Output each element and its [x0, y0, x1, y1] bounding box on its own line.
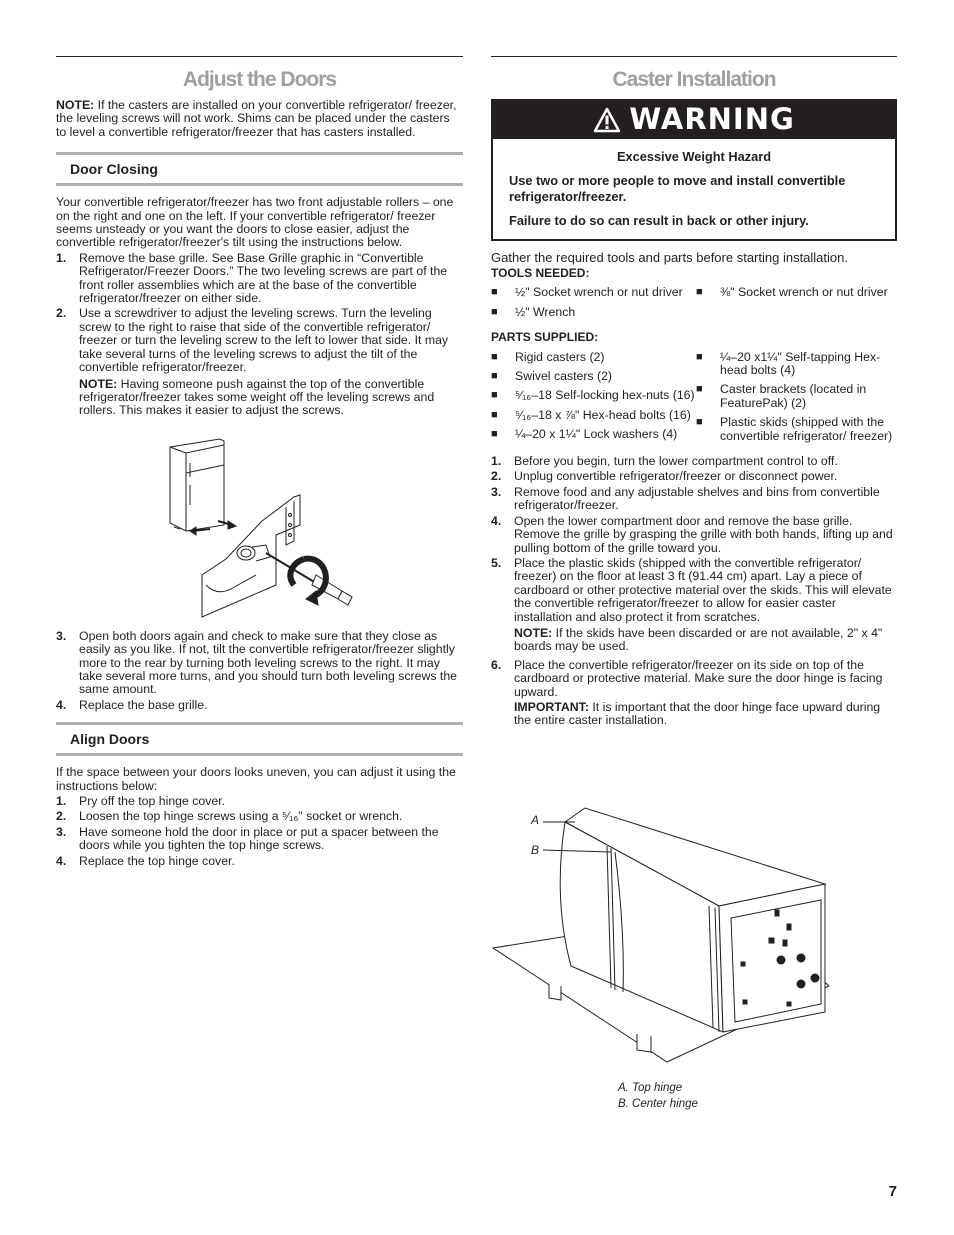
note-label: NOTE: [56, 98, 95, 112]
list-item [491, 351, 696, 364]
step-number: 5. [491, 555, 502, 570]
figure-captions [618, 1080, 698, 1112]
bullet-icon: ■ [491, 428, 498, 441]
parts-supplied-label: PARTS SUPPLIED: [491, 330, 599, 345]
warning-body [493, 139, 895, 239]
list-item [696, 416, 897, 443]
section-title-adjust-doors: Adjust the Doors [182, 68, 337, 91]
list-item [56, 795, 463, 808]
bullet-icon: ■ [491, 408, 498, 421]
item-text: ½" Socket wrench or nut driver [515, 285, 683, 300]
align-doors-heading: Align Doors [56, 722, 463, 756]
step2-note [56, 378, 463, 418]
step-text: Replace the base grille. [79, 697, 208, 712]
refrigerator-on-side-illustration [491, 800, 831, 1075]
note-label: NOTE: [514, 625, 553, 640]
warning-line: Use two or more people to move and install convertible refrigerator/freezer. [509, 173, 846, 204]
label-b: B [531, 843, 540, 857]
note-label: NOTE: [79, 376, 118, 391]
list-item [56, 630, 463, 697]
step6-important [491, 701, 897, 728]
step-text: Loosen the top hinge screws using a ⁵⁄₁₆" socket or wrench. [79, 809, 403, 824]
step-text: Remove the base grille. See Base Grille graphic in “Convertible Refrigerator/Freezer Doors.” The two leveling screws are part of the front roller assemblies which are at the base of the convertible refrigerator/freezer on either side. [79, 250, 448, 306]
step-number: 3. [56, 824, 67, 839]
list-item [696, 351, 897, 378]
step-number: 1. [491, 454, 502, 469]
note-text: Having someone push against the top of the convertible refrigerator/freezer takes some weight off the leveling screws and rollers. This makes it easier to adjust the screws. [79, 376, 435, 418]
bullet-icon: ■ [696, 416, 703, 429]
warning-header [493, 101, 895, 139]
left-column [56, 56, 463, 868]
note-text: If the casters are installed on your convertible refrigerator/ freezer, the leveling screws will not work. Shims can be placed under the casters to level a convertible refrigerator/freezer that has casters installed. [56, 98, 457, 139]
step-number: 4. [491, 513, 502, 528]
important-label: IMPORTANT: [514, 699, 589, 714]
step-text: Remove food and any adjustable shelves and bins from convertible refrigerator/freezer. [514, 484, 880, 513]
step-number: 2. [491, 469, 502, 484]
list-item [491, 515, 897, 555]
item-text: Caster brackets (located in FeaturePak) (2) [720, 382, 867, 410]
list-item [56, 855, 463, 868]
step-text: Pry off the top hinge cover. [79, 793, 226, 808]
step-number: 4. [56, 853, 67, 868]
list-item [491, 428, 696, 441]
step-number: 3. [56, 628, 67, 643]
step-text: Before you begin, turn the lower compartment control to off. [514, 454, 838, 469]
leveling-screw-illustration [166, 435, 376, 620]
list-item [491, 389, 696, 402]
step-text: Replace the top hinge cover. [79, 853, 235, 868]
casters-note [56, 99, 463, 139]
gather-text: Gather the required tools and parts before starting installation. [491, 250, 848, 265]
list-item [696, 383, 897, 410]
tools-needed-label: TOOLS NEEDED: [491, 266, 590, 280]
step-number: 1. [56, 250, 67, 265]
step5-note [491, 627, 897, 654]
step-text: Use a screwdriver to adjust the leveling screws. Turn the leveling screw to the right to raise that side of the convertible refrigerator/ freezer or turn the leveling screw to the left to lower that side. It may take several turns of the leveling screws to adjust the tilt of the convertible refrigerator/freezer. [79, 306, 449, 375]
list-item [56, 810, 463, 823]
list-item [696, 286, 897, 299]
door-closing-heading: Door Closing [56, 152, 463, 186]
item-text: ½" Wrench [515, 304, 576, 319]
warning-label: WARNING [629, 102, 795, 137]
step-text: Unplug convertible refrigerator/freezer or disconnect power. [514, 469, 838, 484]
top-rule [56, 56, 463, 57]
item-text: ⁵⁄₁₆–18 x ⅞" Hex-head bolts (16) [515, 407, 691, 422]
bullet-icon: ■ [491, 389, 498, 402]
bullet-icon: ■ [491, 370, 498, 383]
page-number: 7 [888, 1183, 897, 1200]
item-text: ¼–20 x1¼" Self-tapping Hex-head bolts (4) [720, 349, 881, 378]
caption-center-hinge: B. Center hinge [618, 1098, 698, 1110]
bullet-icon: ■ [491, 305, 498, 318]
important-text: It is important that the door hinge face upward during the entire caster installation. [514, 699, 881, 728]
hazard-title: Excessive Weight Hazard [616, 149, 772, 164]
step-number: 2. [56, 809, 67, 824]
step-number: 4. [56, 697, 67, 712]
list-item [491, 370, 696, 383]
list-item [56, 307, 463, 374]
item-text: Plastic skids (shipped with the convertible refrigerator/ freezer) [720, 415, 893, 443]
list-item [491, 306, 696, 319]
caption-top-hinge: A. Top hinge [618, 1082, 683, 1094]
list-item [56, 699, 463, 712]
top-rule [491, 56, 897, 57]
bullet-icon: ■ [491, 350, 498, 363]
bullet-icon: ■ [696, 383, 703, 396]
label-a: A [531, 813, 540, 827]
warning-triangle-icon [593, 107, 621, 133]
list-item [491, 286, 696, 299]
step-number: 6. [491, 657, 502, 672]
list-item [491, 486, 897, 513]
door-closing-intro: Your convertible refrigerator/freezer has two front adjustable rollers – one on the right and one on the left. If your convertible refrigerator/ freezer seems unsteady or you want the doors to close easier, adjust the convertible refrigerator/freezer's tilt using the instructions below. [56, 195, 454, 250]
align-doors-intro: If the space between your doors looks uneven, you can adjust it using the instructions below: [56, 765, 456, 793]
step-text: Open the lower compartment door and remove the base grille. Remove the grille by grasping the grille with both hands, lifting up and pulling bottom of the grille toward you. [514, 513, 893, 555]
list-item [491, 470, 897, 483]
list-item [491, 557, 897, 624]
bullet-icon: ■ [491, 286, 498, 299]
list-item [491, 659, 897, 699]
item-text: Swivel casters (2) [515, 369, 613, 384]
item-text: ¼–20 x 1¼" Lock washers (4) [515, 427, 678, 442]
parts-list [491, 351, 897, 449]
step-number: 3. [491, 484, 502, 499]
step-text: Place the convertible refrigerator/freezer on its side on top of the cardboard or protective material. Make sure the door hinge is facing upward. [514, 657, 883, 699]
item-text: ⁵⁄₁₆–18 Self-locking hex-nuts (16) [515, 388, 695, 403]
step-number: 1. [56, 793, 67, 808]
item-text: ⅜" Socket wrench or nut driver [720, 285, 888, 300]
item-text: Rigid casters (2) [515, 349, 605, 364]
step-text: Open both doors again and check to make sure that they close as easily as you like. If not, tilt the convertible refrigerator/freezer slightly more to the rear by turning both leveling screws to the right. It may take several more turns, and you should turn both leveling screws the same amount. [79, 628, 457, 697]
warning-box [491, 99, 897, 241]
list-item [56, 252, 463, 306]
bullet-icon: ■ [696, 350, 703, 363]
step-number: 2. [56, 306, 67, 321]
warning-line: Failure to do so can result in back or other injury. [509, 213, 809, 228]
list-item [491, 409, 696, 422]
bullet-icon: ■ [696, 286, 703, 299]
note-text: If the skids have been discarded or are not available, 2" x 4" boards may be used. [514, 625, 883, 654]
list-item [56, 826, 463, 853]
section-title-caster-installation: Caster Installation [612, 68, 776, 91]
list-item [491, 455, 897, 468]
step-text: Have someone hold the door in place or put a spacer between the doors while you tighten the top hinge screws. [79, 824, 439, 853]
tools-list [491, 286, 897, 325]
step-text: Place the plastic skids (shipped with the convertible refrigerator/ freezer) on the floor at least 3 ft (91.44 cm) apart. Lay a piece of cardboard or other protective material over the skids. This will elevate the convertible refrigerator/freezer to allow for easier caster installation and also protect it from scratches. [514, 555, 892, 624]
right-column [491, 56, 897, 728]
